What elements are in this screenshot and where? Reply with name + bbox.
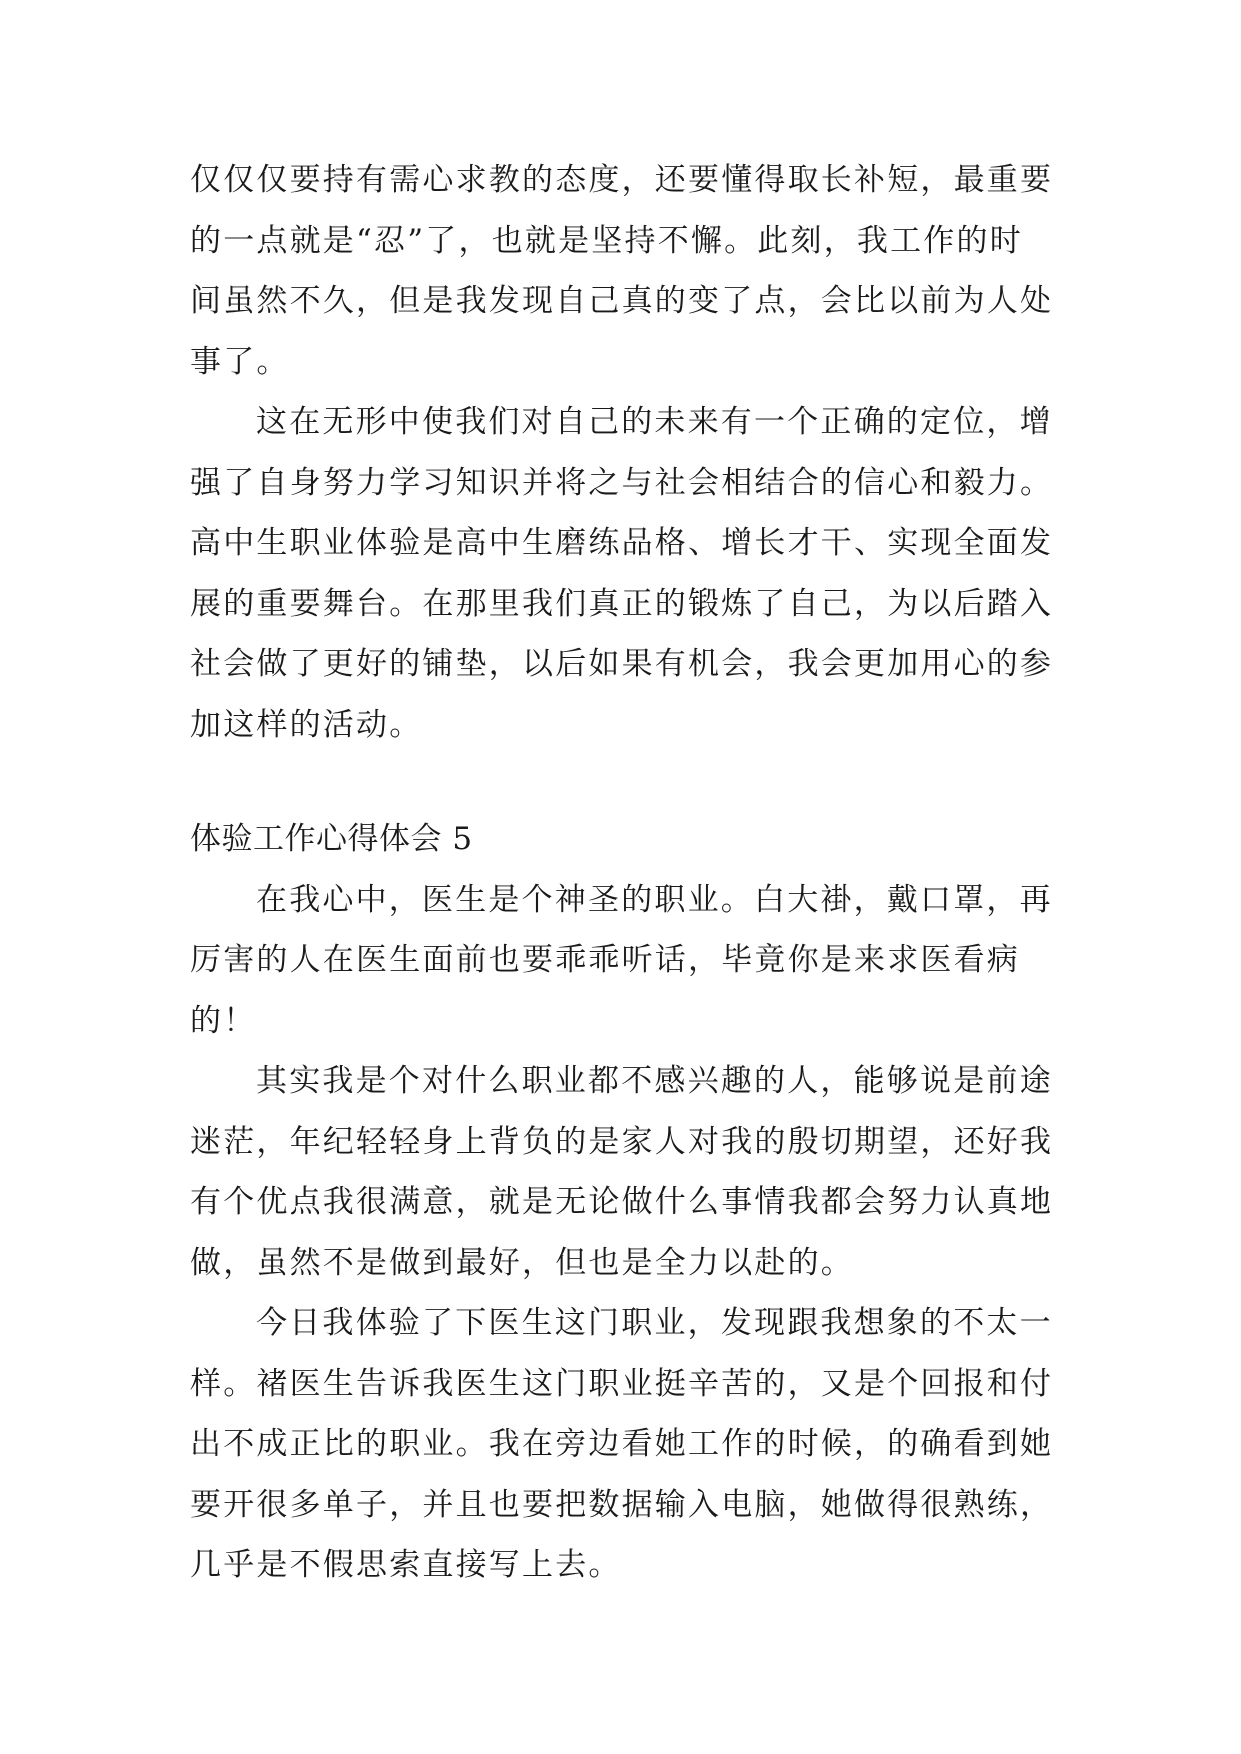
paragraph-line: 加这样的活动。 [190, 706, 423, 743]
paragraph-line: 的一点就是“忍”了，也就是坚持不懈。此刻，我工作的时 [190, 222, 1023, 259]
paragraph-line: 事了。 [190, 343, 290, 380]
paragraph-3 [190, 870, 1060, 1052]
paragraph-line: 在我心中，医生是个神圣的职业。白大褂，戴口罩，再 [256, 881, 1053, 918]
paragraph-line: 出不成正比的职业。我在旁边看她工作的时候，的确看到她 [190, 1426, 1054, 1462]
paragraph-line: 间虽然不久，但是我发现自己真的变了点，会比以前为人处 [190, 283, 1054, 319]
paragraph-line: 仅仅仅要持有需心求教的态度，还要懂得取长补短，最重要 [190, 162, 1054, 198]
paragraph-line: 要开很多单子，并且也要把数据输入电脑，她做得很熟练， [190, 1486, 1054, 1523]
paragraph-1 [190, 150, 1060, 392]
paragraph-line: 做，虽然不是做到最好，但也是全力以赴的。 [190, 1244, 854, 1281]
paragraph-line: 这在无形中使我们对自己的未来有一个正确的定位，增 [256, 404, 1053, 440]
paragraph-5 [190, 1293, 1060, 1596]
paragraph-line: 的！ [190, 1002, 257, 1039]
paragraph-line: 高中生职业体验是高中生磨练品格、增长才干、实现全面发 [190, 525, 1054, 561]
paragraph-2 [190, 392, 1060, 755]
paragraph-line: 其实我是个对什么职业都不感兴趣的人，能够说是前途 [256, 1063, 1053, 1099]
paragraph-line: 有个优点我很满意，就是无论做什么事情我都会努力认真地 [190, 1184, 1054, 1220]
paragraph-line: 展的重要舞台。在那里我们真正的锻炼了自己，为以后踏入 [190, 585, 1054, 622]
document-page [190, 150, 1060, 1596]
paragraph-line: 迷茫，年纪轻轻身上背负的是家人对我的殷切期望，还好我 [190, 1123, 1054, 1160]
section-gap [190, 755, 1060, 809]
paragraph-line: 样。褚医生告诉我医生这门职业挺辛苦的，又是个回报和付 [190, 1365, 1054, 1402]
paragraph-4 [190, 1051, 1060, 1293]
paragraph-line: 厉害的人在医生面前也要乖乖听话，毕竟你是来求医看病 [190, 942, 1020, 978]
paragraph-line: 几乎是不假思索直接写上去。 [190, 1547, 622, 1583]
paragraph-line: 强了自身努力学习知识并将之与社会相结合的信心和毅力。 [190, 464, 1054, 501]
section-title: 体验工作心得体会 5 [190, 821, 473, 857]
paragraph-line: 社会做了更好的铺垫，以后如果有机会，我会更加用心的参 [190, 646, 1054, 682]
paragraph-line: 今日我体验了下医生这门职业，发现跟我想象的不太一 [256, 1305, 1053, 1341]
